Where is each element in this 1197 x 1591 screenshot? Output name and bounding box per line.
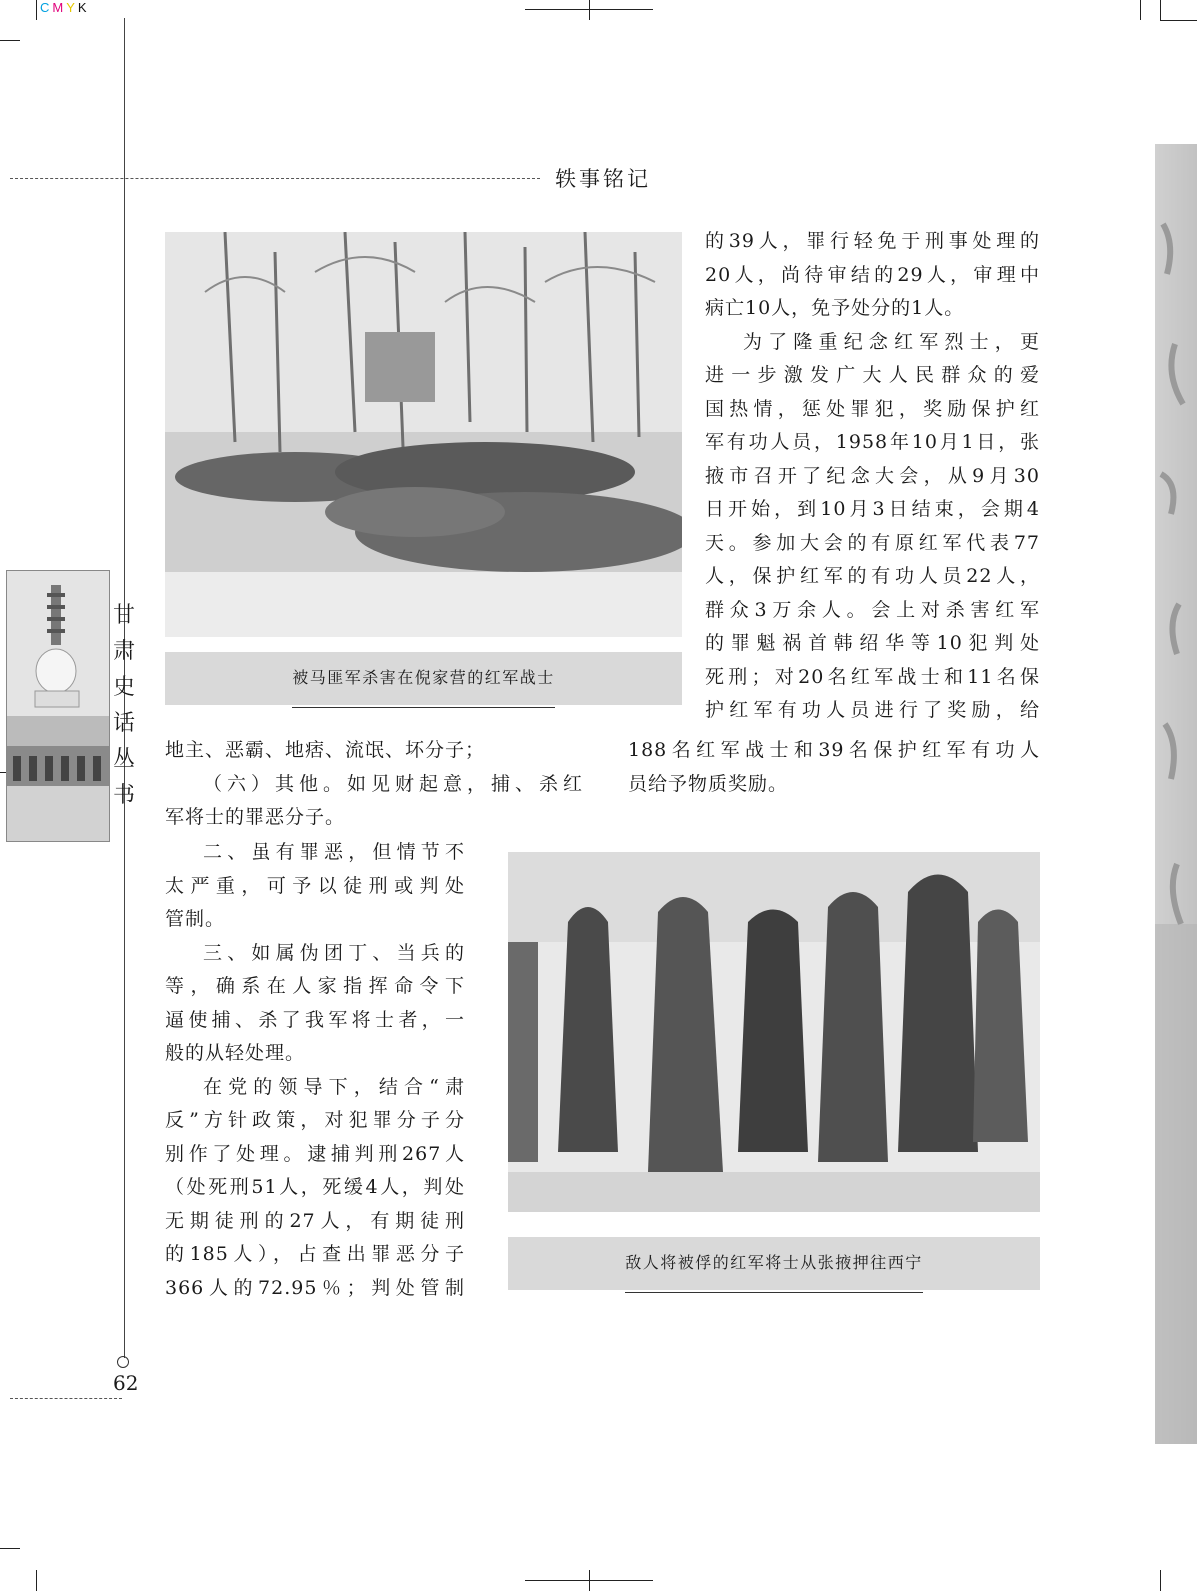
right-column-text (705, 225, 1040, 728)
text-line: 般的从轻处理。 (165, 1042, 306, 1064)
page-dot-icon (117, 1356, 129, 1368)
text-line: （处死刑51人，死缓4人，判处 (165, 1176, 465, 1198)
photo-image (508, 852, 1040, 1212)
text-line: 群众3万余人。会上对杀害红军 (705, 598, 1040, 621)
series-title-char: 丛 (112, 747, 135, 772)
text-line: 在党的领导下，结合“肃 (203, 1075, 465, 1098)
crop-mark (1160, 20, 1197, 21)
photo-image (165, 232, 682, 637)
text-line: 的185人），占查出罪恶分子 (165, 1243, 465, 1265)
series-title-char: 书 (112, 783, 135, 808)
text-line: 逼使捕、杀了我军将士者，一 (165, 1008, 465, 1031)
text-line: 掖市召开了纪念大会，从9月30 (705, 464, 1040, 487)
text-line: （六）其他。如见财起意，捕、杀红 (203, 772, 583, 795)
text-line: 天。参加大会的有原红军代表77 (705, 531, 1040, 554)
right-wide-text (628, 734, 1040, 801)
text-line: 366人的72.95％；判处管制 (165, 1276, 465, 1299)
registration-mark (589, 0, 590, 20)
text-line: 人，保护红军的有功人员22人， (705, 565, 1040, 587)
photo-killed-soldiers (165, 232, 682, 637)
cmyk-print-mark (40, 0, 90, 15)
page-number: 62 (113, 1371, 139, 1395)
figure-caption-1-text: 被马匪军杀害在倪家营的红军战士 (292, 652, 555, 708)
decorative-side-strip (1155, 144, 1197, 1444)
text-line: 病亡10人，免予处分的1人。 (705, 297, 965, 319)
text-line: 太严重，可予以徒刑或判处 (165, 874, 465, 897)
text-line: 无期徒刑的27人，有期徒刑 (165, 1209, 465, 1232)
calligraphy-texture (1155, 144, 1197, 1444)
text-line: 地主、恶霸、地痞、流氓、坏分子； (165, 739, 486, 761)
text-line: 20人，尚待审结的29人，审理中 (705, 263, 1040, 286)
running-header-title: 轶事铭记 (555, 167, 651, 191)
crop-mark (1160, 1570, 1161, 1591)
text-line: 三、如属伪团丁、当兵的 (203, 941, 465, 964)
left-mid-text (165, 734, 583, 835)
cmyk-k: K (77, 0, 88, 15)
text-line: 等，确系在人家指挥命令下 (165, 975, 465, 997)
text-line: 别作了处理。逮捕判刑267人 (165, 1142, 465, 1165)
crop-mark (1160, 0, 1161, 20)
text-line: 的罪魁祸首韩绍华等10犯判处 (705, 632, 1040, 654)
crop-mark (0, 1548, 20, 1549)
text-line: 军将士的罪恶分子。 (165, 806, 346, 828)
text-line: 国热情，惩处罪犯，奖励保护红 (705, 397, 1040, 420)
text-line: 188名红军战士和39名保护红军有功人 (628, 739, 1040, 761)
cmyk-c: C (40, 0, 51, 15)
figure-caption-2 (508, 1237, 1040, 1290)
series-title-char: 史 (112, 675, 135, 700)
text-line: 军有功人员，1958年10月1日，张 (705, 431, 1040, 453)
crop-mark (36, 1570, 37, 1591)
figure-caption-2-text: 敌人将被俘的红军将士从张掖押往西宁 (625, 1237, 923, 1293)
pagoda-thumbnail (6, 570, 110, 842)
figure-caption-1 (165, 652, 682, 705)
photo-captured-soldiers (508, 852, 1040, 1212)
text-line: 日开始，到10月3日结束，会期4 (705, 498, 1040, 520)
registration-mark (589, 1570, 590, 1591)
cmyk-y: Y (66, 0, 76, 15)
text-line: 进一步激发广大人民群众的爱 (705, 364, 1040, 386)
series-title-char: 话 (112, 711, 135, 736)
text-line: 护红军有功人员进行了奖励，给 (705, 699, 1040, 721)
text-line: 为了隆重纪念红军烈士，更 (743, 330, 1040, 353)
text-line: 死刑；对20名红军战士和11名保 (705, 665, 1040, 688)
series-title (111, 598, 137, 814)
text-line: 员给予物质奖励。 (628, 772, 789, 795)
header-rule (10, 178, 540, 179)
crop-mark (36, 0, 37, 20)
left-bottom-text (165, 836, 465, 1305)
text-line: 管制。 (165, 908, 226, 930)
crop-mark (1140, 0, 1141, 20)
series-title-char: 甘 (112, 603, 135, 628)
pagoda-icon (7, 571, 109, 841)
series-title-char: 肃 (112, 639, 135, 664)
text-line: 的39人，罪行轻免于刑事处理的 (705, 230, 1040, 252)
text-line: 反”方针政策，对犯罪分子分 (165, 1109, 465, 1131)
cmyk-m: M (52, 0, 65, 15)
footer-rule (10, 1398, 122, 1399)
text-line: 二、虽有罪恶，但情节不 (203, 841, 465, 863)
crop-mark (0, 40, 20, 41)
